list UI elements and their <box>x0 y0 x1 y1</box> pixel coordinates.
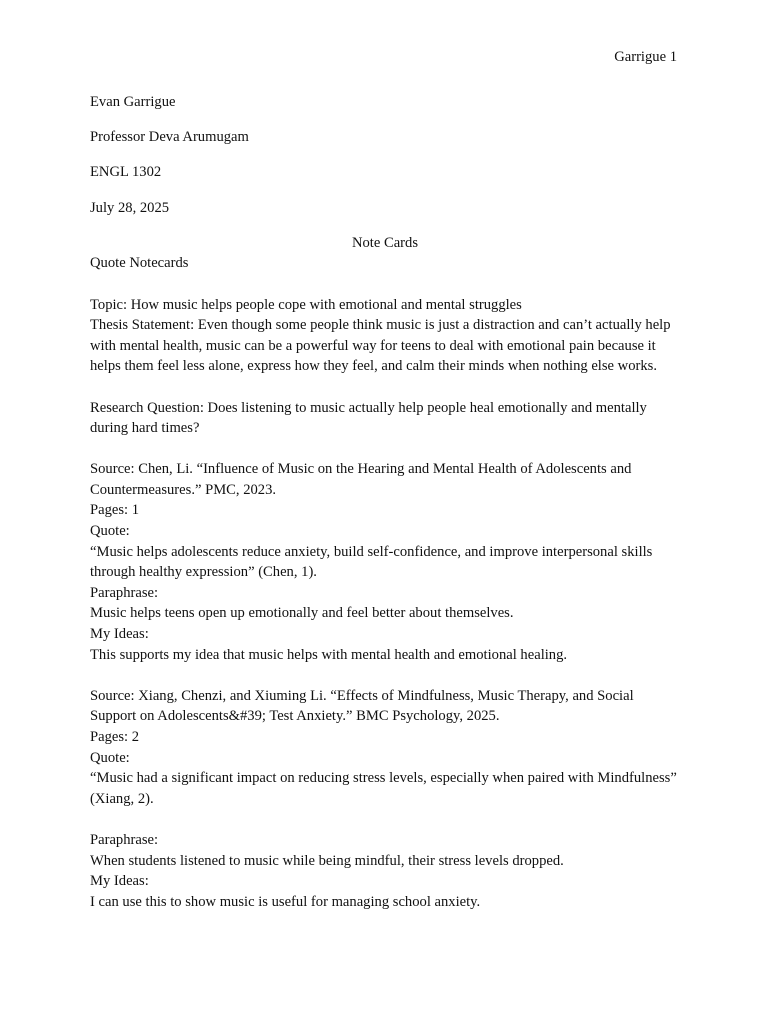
notecard <box>90 686 680 913</box>
notecard-paraphrase: Music helps teens open up emotionally and feel better about themselves. <box>90 605 514 622</box>
student-name: Evan Garrigue <box>90 94 176 110</box>
topic-line: Topic: How music helps people cope with emotional and mental struggles <box>90 296 522 313</box>
notecard-ideas: This supports my idea that music helps with mental health and emotional healing. <box>90 646 568 663</box>
notecard-quote: “Music helps adolescents reduce anxiety, build self-confidence, and improve interpersonal skills through healthy expression” (Chen, 1). <box>90 543 653 581</box>
mla-heading <box>90 92 680 218</box>
notecard-paraphrase: When students listened to music while being mindful, their stress levels dropped. <box>90 852 564 869</box>
notecard-pages: Pages: 2 <box>90 729 140 745</box>
running-head: Garrigue 1 <box>614 49 677 65</box>
notecard-quote-label: Quote: <box>90 523 130 540</box>
heading-date: July 28, 2025 <box>90 199 170 216</box>
notecard-ideas-label: My Ideas: <box>90 873 149 890</box>
thesis-statement: Thesis Statement: Even though some people think music is just a distraction and can’t actually help with mental health, music can be a powerful way for teens to deal with emotional pain because it helps them feel less alone, express how they feel, and calm their minds when nothing else works. <box>90 317 671 375</box>
professor-name: Professor Deva Arumugam <box>90 129 249 146</box>
spacer <box>90 377 680 398</box>
document-title: Note Cards <box>351 234 419 251</box>
notecard-pages: Pages: 1 <box>90 502 140 519</box>
spacer <box>90 274 680 295</box>
spacer <box>90 439 680 460</box>
spacer <box>90 809 680 830</box>
notecard-ideas-label: My Ideas: <box>90 626 149 643</box>
notecard-source: Source: Chen, Li. “Influence of Music on the Hearing and Mental Health of Adolescents and Countermeasures.” PMC, 2023. <box>90 461 632 498</box>
research-question: Research Question: Does listening to music actually help people heal emotionally and mentally during hard times? <box>90 399 647 437</box>
notecard-quote-label: Quote: <box>90 749 130 766</box>
document-subtitle: Quote Notecards <box>90 255 189 272</box>
spacer <box>90 665 680 686</box>
notecard <box>90 459 680 665</box>
document-body <box>90 92 680 912</box>
notecard-paraphrase-label: Paraphrase: <box>90 831 159 848</box>
notecard-quote: “Music had a significant impact on reducing stress levels, especially when paired with Mindfulness” (Xiang, 2). <box>90 770 677 807</box>
notecard-paraphrase-label: Paraphrase: <box>90 584 159 601</box>
notecard-source: Source: Xiang, Chenzi, and Xiuming Li. “Effects of Mindfulness, Music Therapy, and Social Support on Adolescents&#39; Test Anxiety.” BMC Psychology, 2025. <box>90 687 634 725</box>
notecard-ideas: I can use this to show music is useful for managing school anxiety. <box>90 893 481 910</box>
course-name: ENGL 1302 <box>90 164 162 181</box>
